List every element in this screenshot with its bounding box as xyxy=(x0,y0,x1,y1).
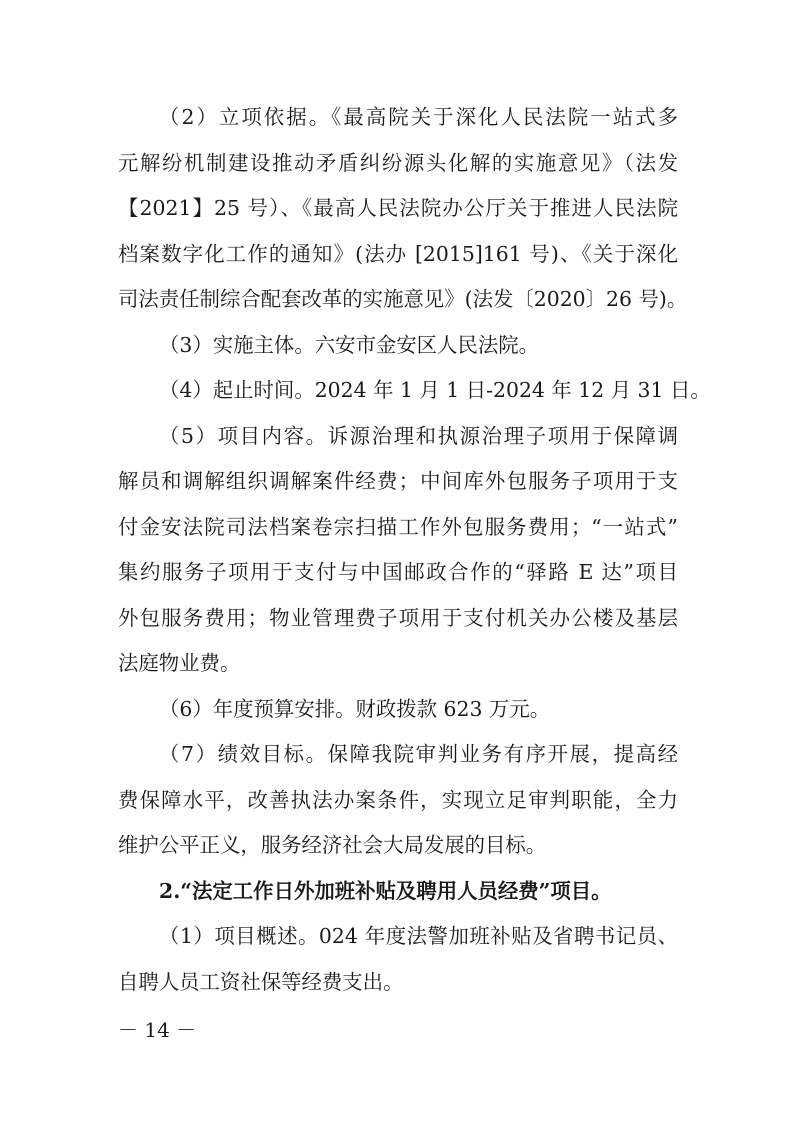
text-line: 档案数字化工作的通知》(法办 [2015]161 号)、《关于深化 xyxy=(118,242,678,266)
text-line: 司法责任制综合配套改革的实施意见》(法发〔2020〕26 号)。 xyxy=(118,287,688,311)
text-line: （6）年度预算安排。财政拨款 623 万元。 xyxy=(159,697,551,721)
text-line: （3）实施主体。六安市金安区人民法院。 xyxy=(159,333,540,357)
text-line: 集约服务子项用于支付与中国邮政合作的“驿路 E 达”项目 xyxy=(118,560,678,584)
text-line: 法庭物业费。 xyxy=(118,651,241,675)
text-line: 维护公平正义，服务经济社会大局发展的目标。 xyxy=(118,833,547,857)
text-line: （4）起止时间。2024 年 1 月 1 日-2024 年 12 月 31 日。 xyxy=(159,378,711,402)
text-line: 自聘人员工资社保等经费支出。 xyxy=(118,970,404,994)
text-line: 外包服务费用；物业管理费子项用于支付机关办公楼及基层 xyxy=(118,606,678,630)
page-number: － 14 － xyxy=(118,1018,197,1042)
section-heading: 2.“法定工作日外加班补贴及聘用人员经费”项目。 xyxy=(159,879,612,903)
text-line: 付金安法院司法档案卷宗扫描工作外包服务费用；“一站式” xyxy=(118,515,678,539)
text-line: 【2021】25 号）、《最高人民法院办公厅关于推进人民法院 xyxy=(118,196,678,220)
text-line: （7）绩效目标。保障我院审判业务有序开展，提高经 xyxy=(159,742,678,766)
text-line: 费保障水平，改善执法办案条件，实现立足审判职能，全力 xyxy=(118,788,678,812)
text-line: 元解纷机制建设推动矛盾纠纷源头化解的实施意见》（法发 xyxy=(118,151,678,175)
text-line: （2）立项依据。《最高院关于深化人民法院一站式多 xyxy=(159,105,678,129)
text-line: （5）项目内容。诉源治理和执源治理子项用于保障调 xyxy=(159,424,678,448)
text-line: （1）项目概述。024 年度法警加班补贴及省聘书记员、 xyxy=(159,924,678,948)
text-line: 解员和调解组织调解案件经费；中间库外包服务子项用于支 xyxy=(118,469,678,493)
